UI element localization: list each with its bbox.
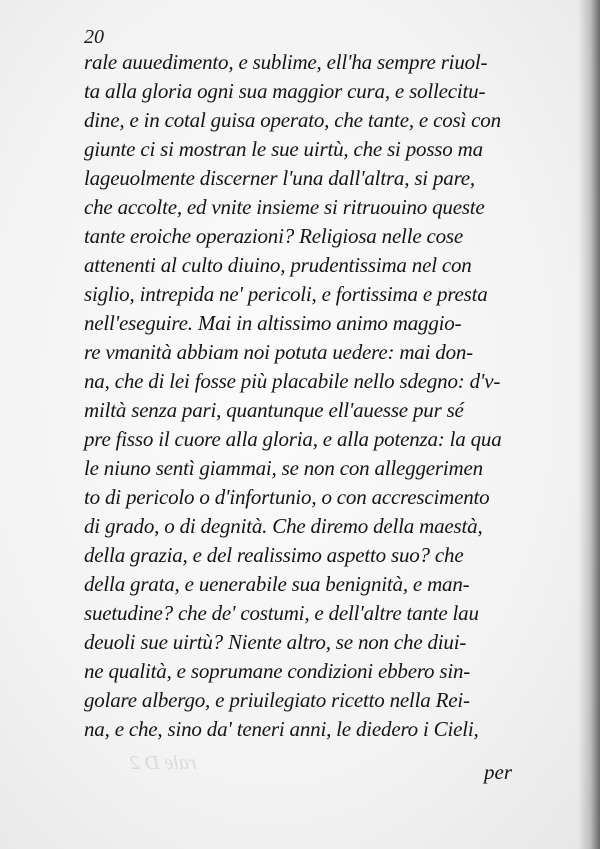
- page-number: 20: [84, 26, 104, 48]
- show-through-text: rale D 2: [130, 752, 197, 774]
- text-line: re vmanità abbiam noi potuta uedere: mai don-: [84, 340, 473, 364]
- text-line: ta alla gloria ogni sua maggior cura, e sollecitu-: [84, 79, 486, 103]
- page-edge-shadow: [578, 0, 600, 849]
- text-line: suetudine? che de' costumi, e dell'altre tante lau: [84, 601, 479, 625]
- text-line: le niuno sentì giammai, se non con alleggerimen: [84, 456, 483, 480]
- text-line: golare albergo, e priuilegiato ricetto nella Rei-: [84, 688, 470, 712]
- text-line: na, che di lei fosse più placabile nello sdegno: d'v-: [84, 369, 501, 393]
- catchword: per: [484, 760, 512, 784]
- text-line: na, e che, sino da' teneri anni, le diedero i Cieli,: [84, 717, 479, 741]
- text-line: dine, e in cotal guisa operato, che tante, e così con: [84, 108, 501, 132]
- text-line: to di pericolo o d'infortunio, o con accrescimento: [84, 485, 490, 509]
- text-line: miltà senza pari, quantunque ell'auesse pur sé: [84, 398, 464, 422]
- text-line: attenenti al culto diuino, prudentissima nel con: [84, 253, 472, 277]
- text-line: ne qualità, e soprumane condizioni ebbero sin-: [84, 659, 471, 683]
- text-line: tante eroiche operazioni? Religiosa nelle cose: [84, 224, 464, 248]
- text-line: nell'eseguire. Mai in altissimo animo maggio-: [84, 311, 462, 335]
- text-line: deuoli sue uirtù? Niente altro, se non che diui-: [84, 630, 467, 654]
- text-line: siglio, intrepida ne' pericoli, e fortissima e presta: [84, 282, 488, 306]
- text-line: che accolte, ed vnite insieme si ritruouino queste: [84, 195, 485, 219]
- text-line: della grazia, e del realissimo aspetto suo? che: [84, 543, 464, 567]
- text-line: della grata, e uenerabile sua benignità, e man-: [84, 572, 470, 596]
- text-line: lageuolmente discerner l'una dall'altra, si pare,: [84, 166, 475, 190]
- text-line: pre fisso il cuore alla gloria, e alla potenza: la qua: [84, 427, 502, 451]
- text-line: rale auuedimento, e sublime, ell'ha sempre riuol-: [84, 50, 488, 74]
- text-line: giunte ci si mostran le sue uirtù, che si posso ma: [84, 137, 483, 161]
- text-line: di grado, o di degnità. Che diremo della maestà,: [84, 514, 483, 538]
